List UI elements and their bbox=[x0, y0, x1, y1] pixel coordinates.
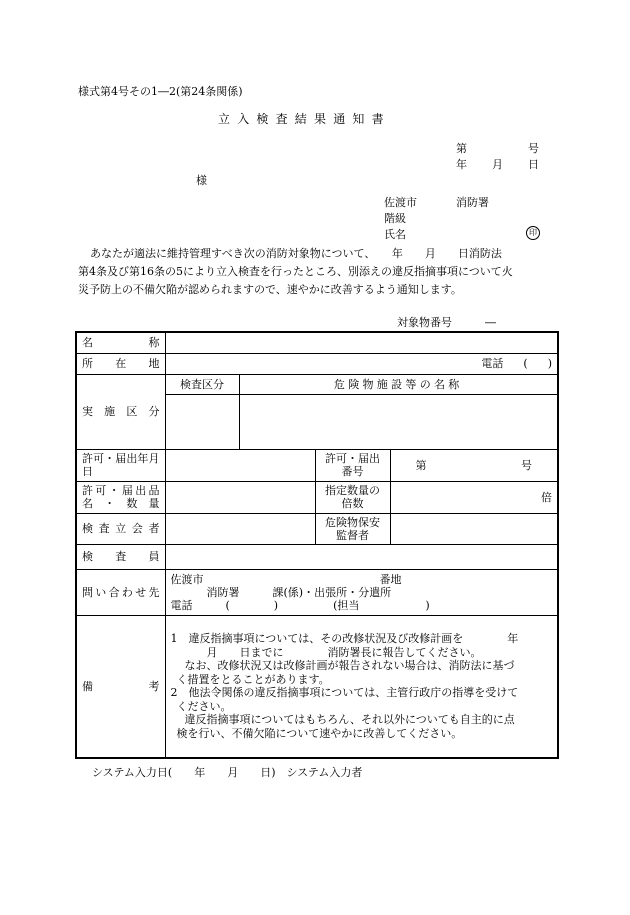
sender-city: 佐渡市 bbox=[384, 196, 417, 209]
note-line-1: 1 違反指摘事項については、その改修状況及び改修計画を 年 bbox=[170, 632, 519, 646]
contact-value bbox=[165, 569, 558, 615]
body-line-1: あなたが適法に維持管理すべき次の消防対象物について、 年 月 日消防法 bbox=[90, 247, 502, 260]
note-line-5: 2 他法令関係の違反指摘事項については、主管行政庁の指導を受けて bbox=[170, 686, 519, 700]
sender-office: 消防署 bbox=[456, 196, 489, 209]
location-phone bbox=[171, 357, 553, 370]
multiple-value bbox=[390, 481, 558, 513]
date-day: 日 bbox=[528, 158, 539, 171]
rank-label: 階級 bbox=[384, 212, 406, 225]
permit-item-value bbox=[165, 481, 315, 513]
witness-value bbox=[165, 513, 315, 544]
permit-date-value bbox=[165, 449, 315, 481]
permit-number-dai: 第 bbox=[415, 458, 427, 472]
contact-line-2: 消防署 課(係)・出張所・分遣所 bbox=[206, 585, 392, 599]
remarks-label: 備考 bbox=[76, 615, 165, 758]
location-label-cell: 所在地 bbox=[76, 353, 165, 374]
system-input-footer: システム入力日( 年 月 日) システム入力者 bbox=[92, 766, 363, 779]
multiple-label: 指定数量の倍数 bbox=[315, 481, 390, 513]
name-label: 氏名 bbox=[384, 228, 406, 241]
note-line-7: 違反指摘事項についてはもちろん、それ以外についても自主的に点 bbox=[184, 713, 515, 727]
inspector-label: 検 査 員 bbox=[76, 544, 165, 569]
supervisor-label: 危険物保安監督者 bbox=[315, 513, 390, 544]
witness-label: 検査立会者 bbox=[76, 513, 165, 544]
body-line-3: 災予防上の不備欠陥が認められますので、速やかに改善するよう通知します。 bbox=[78, 283, 462, 296]
multiple-unit: 倍 bbox=[541, 490, 553, 504]
note-line-6: ください。 bbox=[176, 699, 232, 713]
body-line-2: 第4条及び第16条の5により立入検査を行ったところ、別添えの違反指摘事項について火 bbox=[78, 265, 513, 278]
seal-mark bbox=[526, 225, 540, 240]
note-line-3: なお、改修状況又は改修計画が報告されない場合は、消防法に基づ bbox=[184, 659, 515, 673]
form-code: 様式第4号その1―2(第24条関係) bbox=[78, 85, 243, 98]
note-line-2: 月 日までに 消防署長に報告してください。 bbox=[206, 645, 482, 659]
remarks-notes bbox=[165, 615, 558, 758]
name-value bbox=[165, 332, 558, 353]
phone-paren-open: ( bbox=[523, 357, 528, 370]
contact-line-1: 佐渡市 番地 bbox=[170, 572, 402, 586]
seal-icon: 印 bbox=[526, 226, 540, 240]
permit-number-label: 許可・届出番号 bbox=[315, 449, 390, 481]
hazard-facility-name-header: 危険物施設等の名称 bbox=[239, 374, 558, 394]
inspection-type-label: 実施区分 bbox=[76, 374, 165, 449]
note-line-4: く措置をとることがあります。 bbox=[176, 672, 330, 686]
supervisor-value bbox=[390, 513, 558, 544]
permit-item-label: 許可・届出品名・数量 bbox=[76, 481, 165, 513]
doc-number-dai: 第 bbox=[456, 142, 467, 155]
date-month: 月 bbox=[492, 158, 503, 171]
inspection-result-table bbox=[75, 331, 559, 759]
location-value bbox=[165, 353, 558, 374]
document-title: 立入検査結果通知書 bbox=[218, 112, 391, 126]
date-year: 年 bbox=[456, 158, 467, 171]
contact-label: 問い合わせ先 bbox=[76, 569, 165, 615]
phone-label: 電話 bbox=[481, 357, 504, 370]
inspection-category-value bbox=[165, 394, 239, 449]
doc-number-go: 号 bbox=[528, 142, 539, 155]
hazard-facility-name-value bbox=[239, 394, 558, 449]
contact-line-3: 電話 ( ) (担当 ) bbox=[170, 598, 430, 612]
recipient-sama: 様 bbox=[196, 174, 207, 187]
permit-number-go: 号 bbox=[521, 458, 533, 472]
note-line-8: 検を行い、不備欠陥について速やかに改善してください。 bbox=[176, 726, 463, 740]
inspector-value bbox=[165, 544, 558, 569]
permit-number-value bbox=[390, 449, 558, 481]
permit-date-label: 許可・届出年月日 bbox=[76, 449, 165, 481]
inspection-category-header: 検査区分 bbox=[165, 374, 239, 394]
name-label-cell: 名 称 bbox=[76, 332, 165, 353]
object-number: 対象物番号 ― bbox=[397, 316, 496, 329]
phone-paren-close: ) bbox=[547, 357, 553, 370]
